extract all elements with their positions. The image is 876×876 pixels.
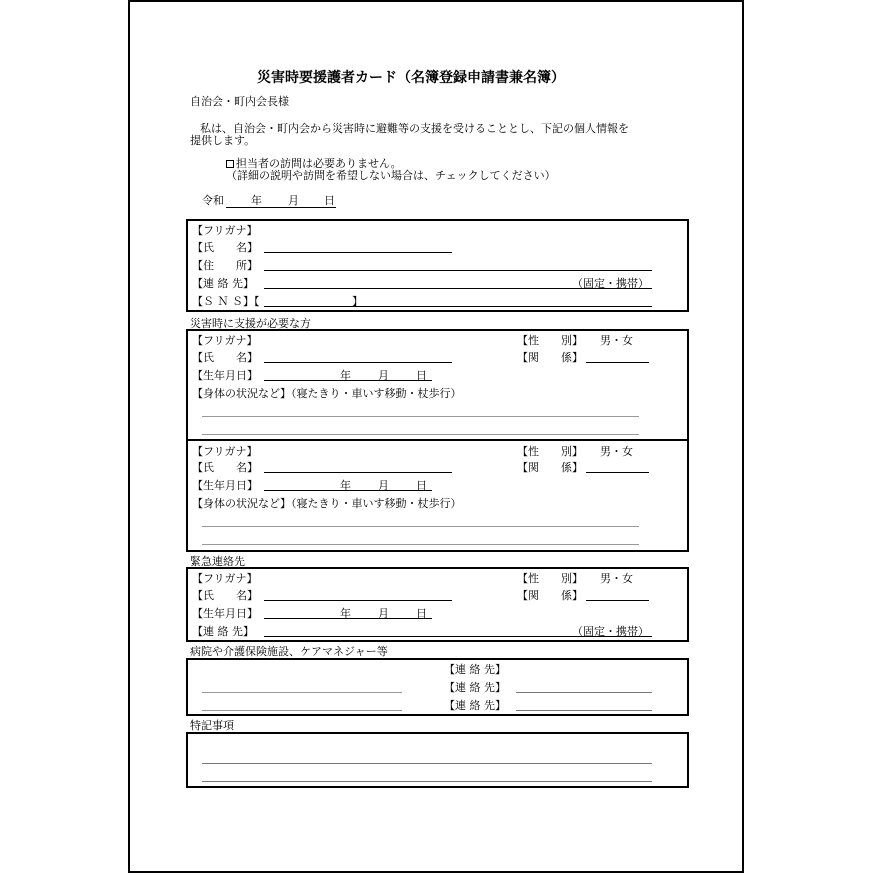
support-divider — [187, 439, 688, 441]
support1-gender-options[interactable]: 男・女 — [600, 334, 633, 347]
form-title: 災害時要援護者カード（名簿登録申請書兼名簿） — [257, 70, 565, 86]
emergency-relation-field[interactable] — [586, 600, 649, 601]
hospital-section-heading: 病院や介護保険施設、ケアマネジャー等 — [190, 645, 388, 658]
support2-gender-label: 【性 別】 — [517, 445, 583, 458]
applicant-address-field[interactable] — [264, 270, 652, 271]
emergency-name-label: 【氏 名】 — [192, 589, 258, 602]
hospital-contact-field[interactable] — [516, 692, 652, 693]
hospital-contact-label: 【連 絡 先】 — [444, 699, 506, 712]
visit-check-note: （詳細の説明や訪問を希望しない場合は、チェックしてください） — [226, 169, 556, 182]
support2-birth-month: 月 — [378, 479, 389, 492]
date-era: 令和 — [202, 194, 224, 207]
support1-name-label: 【氏 名】 — [192, 351, 258, 364]
applicant-address-label: 【住 所】 — [192, 259, 258, 272]
support1-birth-month: 月 — [378, 369, 389, 382]
hospital-contact-field[interactable] — [516, 710, 652, 711]
support1-birth-day: 日 — [416, 369, 427, 382]
emergency-furigana-label: 【フリガナ】 — [192, 572, 258, 585]
applicant-box — [186, 219, 689, 312]
addressee: 自治会・町内会長様 — [190, 95, 289, 108]
emergency-gender-label: 【性 別】 — [517, 572, 583, 585]
support1-condition-line[interactable] — [202, 434, 639, 435]
support1-condition-label: 【身体の状況など】（寝たきり・車いす移動・杖歩行） — [192, 387, 462, 400]
notes-line[interactable] — [202, 781, 652, 782]
applicant-sns-label: 【Ｓ Ｎ Ｓ】【 — [192, 295, 260, 308]
notes-section-heading: 特記事項 — [190, 719, 234, 732]
emergency-contact-note: （固定・携帯） — [572, 625, 649, 638]
support1-gender-label: 【性 別】 — [517, 334, 583, 347]
checkbox-icon[interactable] — [226, 160, 234, 168]
hospital-contact-label: 【連 絡 先】 — [444, 663, 506, 676]
support2-birth-day: 日 — [416, 479, 427, 492]
applicant-sns-field[interactable] — [264, 306, 652, 307]
support-section-heading: 災害時に支援が必要な方 — [190, 317, 311, 330]
support2-birth-year: 年 — [340, 479, 351, 492]
hospital-box — [186, 658, 689, 716]
visit-not-needed-checkbox[interactable] — [226, 158, 402, 169]
support2-condition-label: 【身体の状況など】（寝たきり・車いす移動・杖歩行） — [192, 497, 462, 510]
support1-birth-year: 年 — [340, 369, 351, 382]
hospital-name-line[interactable] — [202, 710, 402, 711]
support2-condition-line[interactable] — [202, 544, 639, 545]
emergency-relation-label: 【関 係】 — [517, 589, 583, 602]
support1-name-field[interactable] — [264, 362, 452, 363]
support2-gender-options[interactable]: 男・女 — [600, 445, 633, 458]
date-year-label: 年 — [251, 194, 262, 207]
date-underline — [226, 207, 336, 208]
notes-box — [186, 732, 689, 788]
visit-not-needed-label: 担当者の訪問は必要ありません。 — [236, 157, 402, 170]
support2-name-field[interactable] — [264, 472, 452, 473]
support2-name-label: 【氏 名】 — [192, 461, 258, 474]
support2-relation-label: 【関 係】 — [517, 461, 583, 474]
emergency-gender-options[interactable]: 男・女 — [600, 572, 633, 585]
support2-relation-field[interactable] — [586, 472, 649, 473]
hospital-contact-label: 【連 絡 先】 — [444, 681, 506, 694]
support1-relation-label: 【関 係】 — [517, 351, 583, 364]
support1-condition-line[interactable] — [202, 416, 639, 417]
support2-furigana-label: 【フリガナ】 — [192, 445, 258, 458]
hospital-name-line[interactable] — [202, 692, 402, 693]
emergency-birth-label: 【生年月日】 — [192, 607, 258, 620]
intro-line-2: 提供します。 — [190, 134, 256, 147]
intro-line-1: 私は、自治会・町内会から災害時に避難等の支援を受けることとし、下記の個人情報を — [200, 122, 629, 135]
applicant-contact-label: 【連 絡 先】 — [192, 277, 254, 290]
emergency-birth-day: 日 — [416, 607, 427, 620]
applicant-sns-close: 】 — [352, 295, 363, 308]
notes-line[interactable] — [202, 763, 652, 764]
support2-birth-label: 【生年月日】 — [192, 479, 258, 492]
applicant-name-field[interactable] — [264, 252, 452, 253]
applicant-contact-note: （固定・携帯） — [572, 277, 649, 290]
applicant-name-label: 【氏 名】 — [192, 241, 258, 254]
support1-relation-field[interactable] — [586, 362, 649, 363]
support2-condition-line[interactable] — [202, 526, 639, 527]
support1-birth-label: 【生年月日】 — [192, 369, 258, 382]
emergency-section-heading: 緊急連絡先 — [190, 555, 245, 568]
date-month-label: 月 — [288, 194, 299, 207]
emergency-name-field[interactable] — [264, 600, 452, 601]
emergency-birth-year: 年 — [340, 607, 351, 620]
emergency-contact-label: 【連 絡 先】 — [192, 625, 254, 638]
date-day-label: 日 — [324, 194, 335, 207]
applicant-furigana-label: 【フリガナ】 — [192, 224, 258, 237]
emergency-birth-month: 月 — [378, 607, 389, 620]
support1-furigana-label: 【フリガナ】 — [192, 334, 258, 347]
